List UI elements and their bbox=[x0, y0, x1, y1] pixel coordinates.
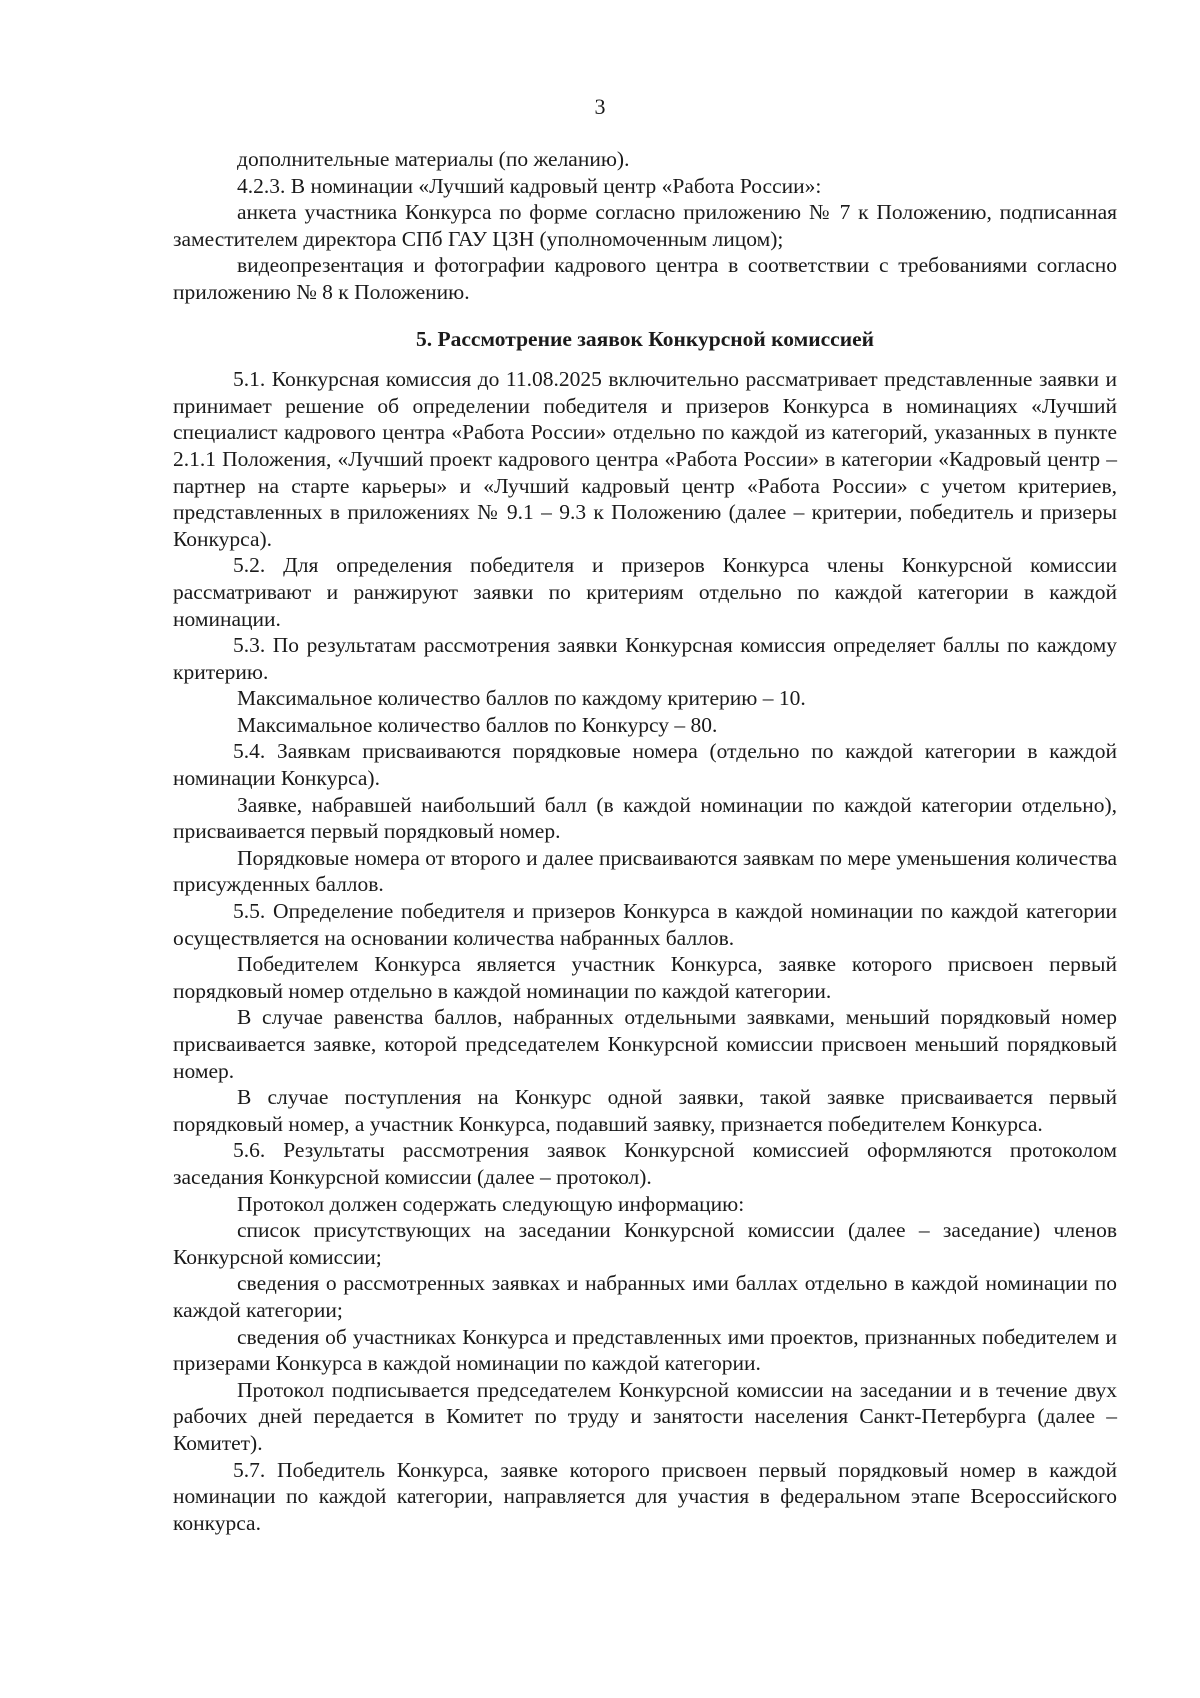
paragraph: 5.2. Для определения победителя и призеров Конкурса члены Конкурсной комиссии рассматривают и ранжируют заявки по критериям отдельно по каждой категории в каждой номинации. bbox=[173, 553, 1117, 631]
page-number: 3 bbox=[594, 94, 606, 119]
paragraph: 5.5. Определение победителя и призеров Конкурса в каждой номинации по каждой категории осуществляется на основании количества набранных баллов. bbox=[173, 899, 1117, 950]
paragraph: В случае равенства баллов, набранных отдельными заявками, меньший порядковый номер присваивается заявке, которой председателем Конкурсной комиссии присвоен меньший порядковый номер. bbox=[173, 1005, 1117, 1083]
paragraph: Протокол должен содержать следующую информацию: bbox=[237, 1191, 745, 1216]
paragraph: список присутствующих на заседании Конкурсной комиссии (далее – заседание) членов Конкурсной комиссии; bbox=[173, 1218, 1117, 1269]
paragraph: 5.7. Победитель Конкурса, заявке которого присвоен первый порядковый номер в каждой номинации по каждой категории, направляется для участия в федеральном этапе Всероссийского конкурса. bbox=[173, 1457, 1117, 1535]
paragraph: В случае поступления на Конкурс одной заявки, такой заявке присваивается первый порядковый номер, а участник Конкурса, подавший заявку, признается победителем Конкурса. bbox=[173, 1085, 1117, 1136]
section-heading: 5. Рассмотрение заявок Конкурсной комиссией bbox=[415, 326, 875, 351]
paragraph: 4.2.3. В номинации «Лучший кадровый центр «Работа России»: bbox=[237, 173, 822, 198]
paragraph: анкета участника Конкурса по форме согласно приложению № 7 к Положению, подписанная заместителем директора СПб ГАУ ЦЗН (уполномоченным лицом); bbox=[173, 200, 1117, 251]
paragraph: 5.6. Результаты рассмотрения заявок Конкурсной комиссией оформляются протоколом заседания Конкурсной комиссии (далее – протокол). bbox=[173, 1138, 1117, 1189]
paragraph: Порядковые номера от второго и далее присваиваются заявкам по мере уменьшения количества присужденных баллов. bbox=[173, 845, 1117, 897]
paragraph: Протокол подписывается председателем Конкурсной комиссии на заседании и в течение двух рабочих дней передается в Комитет по труду и занятости населения Санкт-Петербурга (далее – Комитет). bbox=[173, 1377, 1117, 1455]
paragraph: дополнительные материалы (по желанию). bbox=[237, 147, 630, 171]
paragraph: 5.4. Заявкам присваиваются порядковые номера (отдельно по каждой категории в каждой номинации Конкурса). bbox=[173, 739, 1117, 791]
paragraph: 5.3. По результатам рассмотрения заявки Конкурсная комиссия определяет баллы по каждому критерию. bbox=[173, 633, 1117, 684]
paragraph: видеопрезентация и фотографии кадрового центра в соответствии с требованиями согласно приложению № 8 к Положению. bbox=[173, 253, 1117, 304]
paragraph: сведения о рассмотренных заявках и набранных ими баллах отдельно в каждой номинации по каждой категории; bbox=[173, 1271, 1117, 1322]
paragraph: Победителем Конкурса является участник Конкурса, заявке которого присвоен первый порядковый номер отдельно в каждой номинации по каждой категории. bbox=[173, 952, 1117, 1003]
paragraph: Максимальное количество баллов по каждому критерию – 10. bbox=[237, 686, 806, 711]
paragraph: 5.1. Конкурсная комиссия до 11.08.2025 включительно рассматривает представленные заявки и принимает решение об определении победителя и призеров Конкурса в номинациях «Лучший специалист кадрового центра «Работа России» отдельно по каждой из категорий, указанных в пункте 2.1.1 Положения, «Лучший проект кадрового центра «Работа России» в категории «Кадровый центр – партнер на старте карьеры» и «Лучший кадровый центр «Работа России» с учетом критериев, представленных в приложениях № 9.1 – 9.3 к Положению (далее – критерии, победитель и призеры Конкурса). bbox=[173, 367, 1117, 551]
paragraph: сведения об участниках Конкурса и представленных ими проектов, признанных победителем и призерами Конкурса в каждой номинации по каждой категории. bbox=[173, 1324, 1117, 1376]
paragraph: Максимальное количество баллов по Конкурсу – 80. bbox=[237, 712, 718, 737]
paragraph: Заявке, набравшей наибольший балл (в каждой номинации по каждой категории отдельно), присваивается первый порядковый номер. bbox=[173, 792, 1117, 844]
document-body bbox=[173, 146, 1117, 1536]
